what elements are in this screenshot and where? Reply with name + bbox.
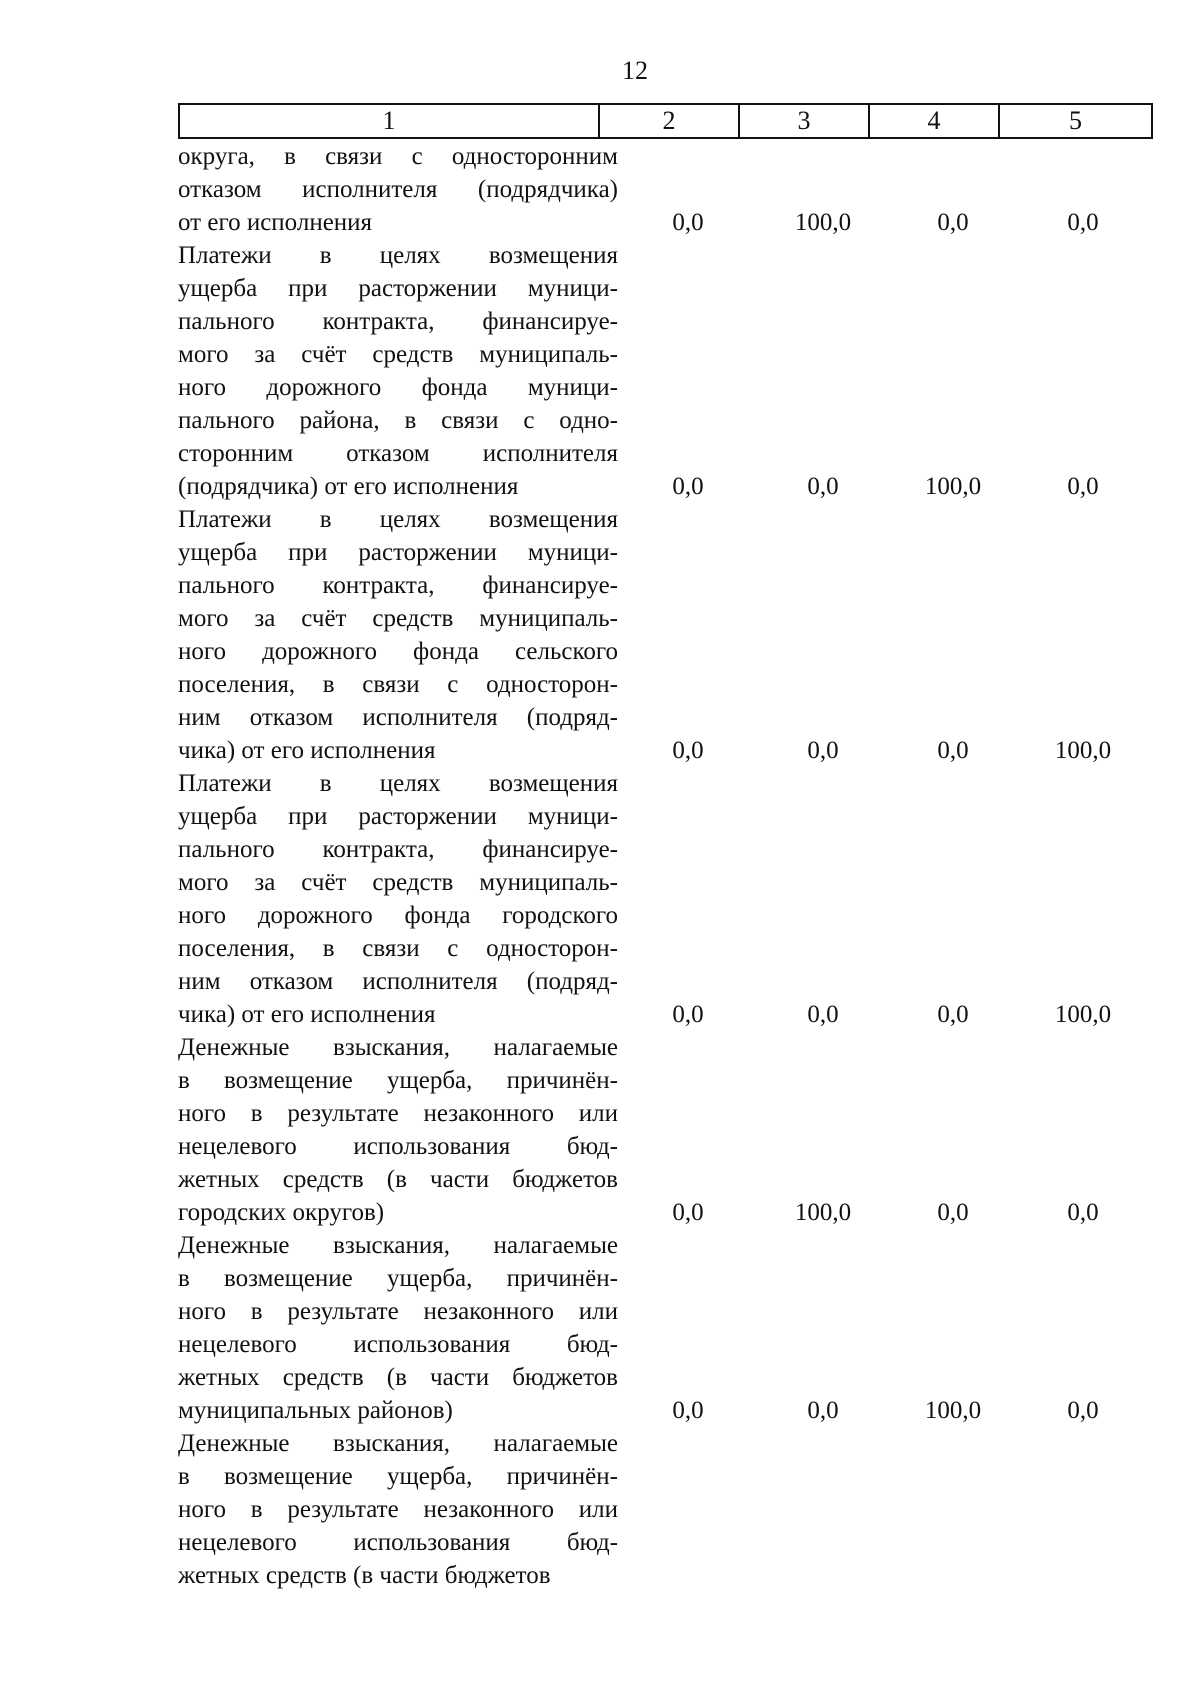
description-line: Платежи в целях возмещения — [178, 242, 618, 269]
description-line: жетных средств (в части бюджетов — [178, 1562, 551, 1589]
description-line: ного в результате незаконного или — [178, 1496, 618, 1523]
description-line: ного дорожного фонда городского — [178, 902, 618, 929]
row-value-col-4: 100,0 — [924, 473, 982, 500]
row-value-col-2: 0,0 — [672, 473, 704, 500]
description-line: ним отказом исполнителя (подряд- — [178, 968, 618, 995]
description-line: округа, в связи с односторонним — [178, 143, 618, 170]
description-line: поселения, в связи с односторон- — [178, 935, 618, 962]
description-line: ного в результате незаконного или — [178, 1100, 618, 1127]
description-line: от его исполнения — [178, 209, 373, 236]
row-description — [178, 503, 618, 767]
description-line: ущерба при расторжении муници- — [178, 275, 618, 302]
description-line: городских округов) — [178, 1199, 385, 1226]
description-line: мого за счёт средств муниципаль- — [178, 341, 618, 368]
description-line: пального контракта, финансируе- — [178, 308, 618, 335]
row-value-col-3: 0,0 — [807, 737, 839, 764]
description-line: ного дорожного фонда сельского — [178, 638, 618, 665]
row-value-col-3: 100,0 — [794, 209, 852, 236]
description-line: Денежные взыскания, налагаемые — [178, 1232, 618, 1259]
description-line: ущерба при расторжении муници- — [178, 539, 618, 566]
table-row — [178, 1229, 1168, 1427]
row-value-col-5: 0,0 — [1067, 1397, 1099, 1424]
description-line: ним отказом исполнителя (подряд- — [178, 704, 618, 731]
description-line: мого за счёт средств муниципаль- — [178, 605, 618, 632]
description-line: отказом исполнителя (подрядчика) — [178, 176, 618, 203]
row-value-col-4: 0,0 — [937, 1199, 969, 1226]
description-line: чика) от его исполнения — [178, 1001, 436, 1028]
description-line: Денежные взыскания, налагаемые — [178, 1034, 618, 1061]
row-value-col-4: 0,0 — [937, 737, 969, 764]
row-value-col-3: 0,0 — [807, 1001, 839, 1028]
row-value-col-5: 0,0 — [1067, 473, 1099, 500]
row-value-col-5: 0,0 — [1067, 209, 1099, 236]
description-line: ущерба при расторжении муници- — [178, 803, 618, 830]
description-line: сторонним отказом исполнителя — [178, 440, 618, 467]
row-value-col-2: 0,0 — [672, 1199, 704, 1226]
description-line: муниципальных районов) — [178, 1397, 453, 1424]
description-line: (подрядчика) от его исполнения — [178, 473, 519, 500]
description-line: в возмещение ущерба, причинён- — [178, 1463, 618, 1490]
description-line: пального контракта, финансируе- — [178, 836, 618, 863]
table-row — [178, 1427, 1168, 1592]
table-row — [178, 503, 1168, 767]
table-row — [178, 1031, 1168, 1229]
header-col-5: 5 — [998, 105, 1151, 137]
description-line: в возмещение ущерба, причинён- — [178, 1067, 618, 1094]
description-line: пального района, в связи с одно- — [178, 407, 618, 434]
table-row — [178, 140, 1168, 239]
header-col-4: 4 — [868, 105, 998, 137]
row-value-col-4: 100,0 — [924, 1397, 982, 1424]
row-value-col-3: 0,0 — [807, 1397, 839, 1424]
description-line: мого за счёт средств муниципаль- — [178, 869, 618, 896]
page-number: 12 — [622, 56, 648, 85]
description-line: поселения, в связи с односторон- — [178, 671, 618, 698]
row-description — [178, 1427, 618, 1592]
row-value-col-4: 0,0 — [937, 1001, 969, 1028]
description-line: Платежи в целях возмещения — [178, 506, 618, 533]
description-line: чика) от его исполнения — [178, 737, 436, 764]
description-line: нецелевого использования бюд- — [178, 1529, 618, 1556]
row-value-col-3: 100,0 — [794, 1199, 852, 1226]
description-line: ного дорожного фонда муници- — [178, 374, 618, 401]
header-col-1: 1 — [382, 106, 396, 135]
row-value-col-3: 0,0 — [807, 473, 839, 500]
row-value-col-2: 0,0 — [672, 737, 704, 764]
description-line: ного в результате незаконного или — [178, 1298, 618, 1325]
row-description — [178, 767, 618, 1031]
table-header — [178, 103, 1153, 139]
row-description — [178, 1229, 618, 1427]
row-description — [178, 239, 618, 503]
description-line: Денежные взыскания, налагаемые — [178, 1430, 618, 1457]
row-description — [178, 140, 618, 239]
description-line: нецелевого использования бюд- — [178, 1331, 618, 1358]
header-col-3: 3 — [738, 105, 868, 137]
row-description — [178, 1031, 618, 1229]
row-value-col-5: 100,0 — [1054, 737, 1112, 764]
table-body — [178, 140, 1168, 1592]
row-value-col-2: 0,0 — [672, 209, 704, 236]
row-value-col-5: 0,0 — [1067, 1199, 1099, 1226]
description-line: Платежи в целях возмещения — [178, 770, 618, 797]
table-row — [178, 767, 1168, 1031]
row-value-col-4: 0,0 — [937, 209, 969, 236]
description-line: в возмещение ущерба, причинён- — [178, 1265, 618, 1292]
description-line: пального контракта, финансируе- — [178, 572, 618, 599]
description-line: жетных средств (в части бюджетов — [178, 1166, 618, 1193]
row-value-col-2: 0,0 — [672, 1397, 704, 1424]
row-value-col-2: 0,0 — [672, 1001, 704, 1028]
description-line: нецелевого использования бюд- — [178, 1133, 618, 1160]
row-value-col-5: 100,0 — [1054, 1001, 1112, 1028]
header-col-2: 2 — [598, 105, 738, 137]
table-row — [178, 239, 1168, 503]
description-line: жетных средств (в части бюджетов — [178, 1364, 618, 1391]
